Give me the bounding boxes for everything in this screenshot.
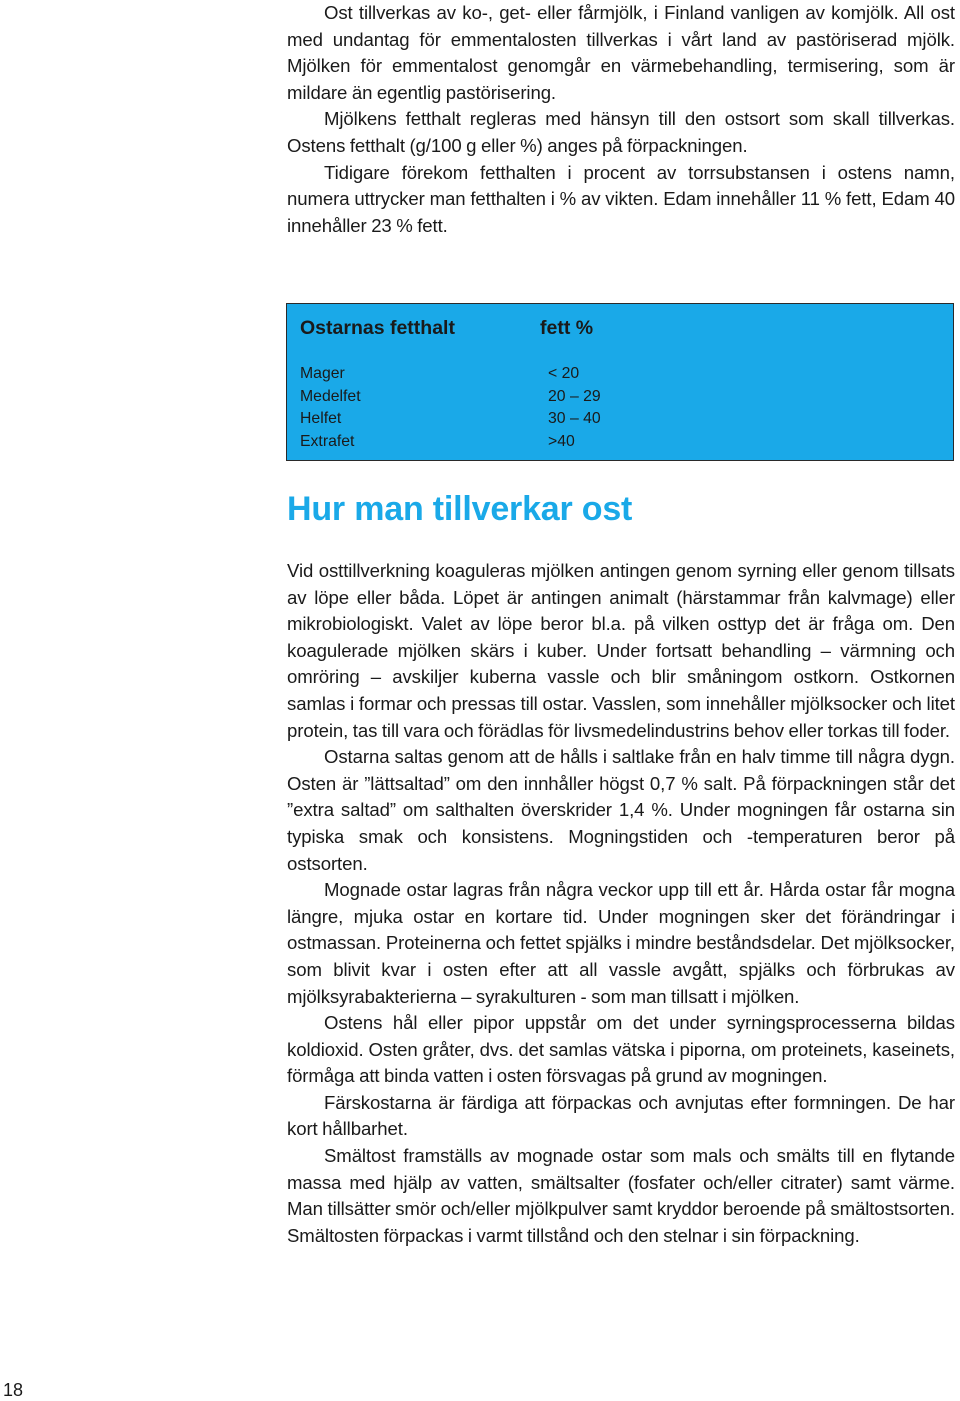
- row-value: < 20: [548, 365, 580, 382]
- section-paragraph-4: Ostens hål eller pipor uppstår om det under syrningsprocesserna bildas koldioxid. Osten gråter, dvs. det samlas vätska i piporna, om proteinets, kaseinets, förmåga att binda vatten i osten försvagas på grund av mogningen.: [287, 1012, 955, 1087]
- section-heading: Hur man tillverkar ost: [287, 490, 633, 528]
- row-value: >40: [548, 432, 575, 450]
- section-paragraph-6: Smältost framställs av mognade ostar som mals och smälts till en flytande massa med hjälp av vatten, smältsalter (fosfater och/eller citrater) samt värme. Man tillsätter smör och/eller mjölkpulver samt kryddor beroende på smältostsorten. Smältosten förpackas i varmt tillstånd och den stelnar i sin förpackning.: [287, 1145, 955, 1246]
- intro-paragraph-2: Mjölkens fetthalt regleras med hänsyn till den ostsort som skall tillverkas. Ostens fetthalt (g/100 g eller %) anges på förpackningen.: [287, 108, 955, 156]
- section-paragraph-1: Vid osttillverkning koaguleras mjölken antingen genom syrning eller genom tillsats av löpe eller båda. Löpet är antingen animalt (härstammar från kalvmage) eller mikrobiologiskt. Valet av löpe beror bl.a. på vilken osttyp det är fråga om. Den koagulerade mjölken skärs i kuber. Under fortsatt behandling – värmning och omröring – avskiljer kuberna vassle och blir småningom ostkorn. Ostkornen samlas i formar och pressas till ostar. Vasslen, som innehåller mjölksocker och litet protein, tas till vara och förädlas för livsmedelindustrins behov eller torkas till foder.: [287, 560, 955, 741]
- row-value: 30 – 40: [548, 410, 601, 427]
- table-row: [300, 363, 953, 386]
- table-row: [300, 431, 953, 454]
- row-category: Helfet: [300, 410, 342, 427]
- table-header-category: Ostarnas fetthalt: [300, 317, 455, 339]
- row-category: Mager: [300, 365, 345, 382]
- fat-content-table: [286, 303, 954, 461]
- intro-text-block: [287, 0, 955, 239]
- row-value: 20 – 29: [548, 387, 601, 405]
- table-row: [300, 386, 953, 409]
- table-body: [300, 363, 953, 453]
- section-paragraph-5: Färskostarna är färdiga att förpackas och avnjutas efter formningen. De har kort hållbarhet.: [287, 1091, 955, 1140]
- row-category: Medelfet: [300, 387, 361, 405]
- section-paragraph-2: Ostarna saltas genom att de hålls i saltlake från en halv timme till några dygn. Osten är ”lättsaltad” om den innhåller högst 0,7 % salt. På förpackningen står det ”extra saltad” om salthalten överskrider 1,4 %. Under mogningen får ostarna sin typiska smak och konsistens. Mogningstiden och -temperaturen beror på ostsorten.: [287, 746, 955, 874]
- section-paragraph-3: Mognade ostar lagras från några veckor upp till ett år. Hårda ostar får mogna längre, mjuka ostar en kortare tid. Under mogningen sker det förändringar i ostmassan. Proteinerna och fettet spjälks i mindre beståndsdelar. Det mjölksocker, som blivit kvar i osten efter att all vassle avgått, spjälks och förbrukas av mjölksyrabakterierna – syrakulturen - som man tillsatt i mjölken.: [287, 879, 955, 1007]
- intro-paragraph-3: Tidigare förekom fetthalten i procent av torrsubstansen i ostens namn, numera uttrycker man fetthalten i % av vikten. Edam innehåller 11 % fett, Edam 40 innehåller 23 % fett.: [287, 161, 955, 236]
- page-number: 18: [3, 1380, 24, 1400]
- section-text-block: [287, 558, 955, 1249]
- table-header-value: fett %: [540, 317, 594, 339]
- table-row: [300, 408, 953, 431]
- row-category: Extrafet: [300, 432, 355, 450]
- intro-paragraph-1: Ost tillverkas av ko-, get- eller fårmjölk, i Finland vanligen av komjölk. All ost med undantag för emmentalosten tillverkas i vårt land av pastöriserad mjölk. Mjölken för emmentalost genomgår en värmebehandling, termisering, som är mildare än egentlig pastörisering.: [287, 2, 955, 103]
